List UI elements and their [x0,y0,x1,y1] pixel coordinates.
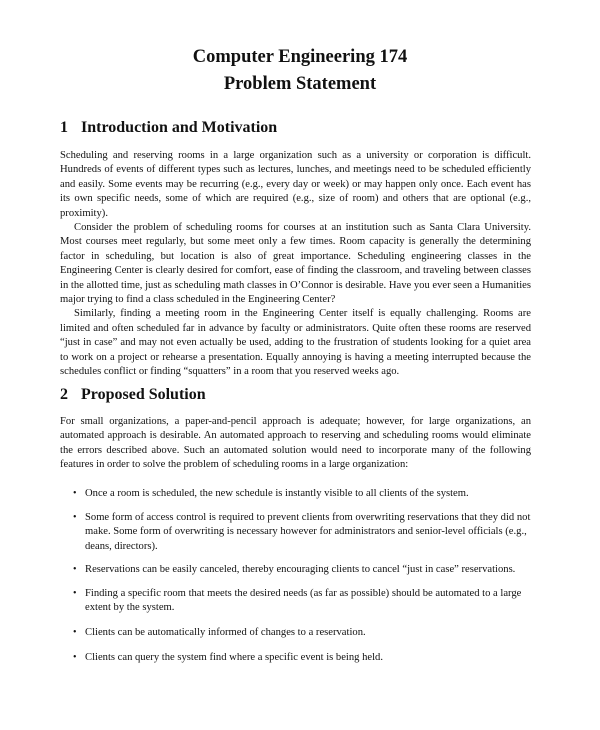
bullet-icon: • [73,652,77,663]
section-body-introduction [60,149,531,380]
section-heading-introduction [60,118,277,138]
bullet-icon: • [73,564,77,575]
list-item [60,511,531,554]
list-item-text: Clients can be automatically informed of changes to a reservation. [85,627,366,638]
section-title: Proposed Solution [81,386,206,403]
section-heading-proposed-solution [60,385,206,405]
section-title: Introduction and Motivation [81,119,278,136]
list-item [60,626,531,640]
list-item-text: Once a room is scheduled, the new schedule is instantly visible to all clients of the system. [85,488,469,499]
title-line-subtitle: Problem Statement [223,74,377,94]
section-number: 2 [60,386,68,403]
list-item-text: Some form of access control is required to prevent clients from overwriting reservations that they did not make. Some form of overwriting is necessary however for administrators and senior-level officials (e.g., deans, directors). [85,512,531,552]
title-line-course: Computer Engineering 174 [192,47,408,67]
paragraph: Similarly, finding a meeting room in the Engineering Center itself is equally challenging. Rooms are limited and often scheduled far in advance by faculty or administrators. Quite often these rooms are reserved “just in case” and may not even actually be used, adding to the frustration of students looking for a quiet area to work on a project or rehearse a presentation. Equally annoying is having a meeting interrupted because the schedules conflict or finding “squatters” in a room that you reserved weeks ago. [60,308,531,378]
section-number: 1 [60,119,68,136]
bullet-icon: • [73,588,77,599]
list-item-text: Reservations can be easily canceled, thereby encouraging clients to cancel “just in case” reservations. [85,564,516,575]
list-item-text: Finding a specific room that meets the desired needs (as far as possible) should be automated to a large extent by the system. [85,588,522,614]
list-item [60,587,531,616]
list-item-text: Clients can query the system find where a specific event is being held. [85,652,384,663]
list-item [60,563,531,577]
bullet-icon: • [73,512,77,523]
paragraph: For small organizations, a paper-and-pencil approach is adequate; however, for large organizations, an automated approach is desirable. An automated approach to reserving and scheduling rooms would eliminate the errors described above. Such an automated solution would need to incorporate many of the following features in order to solve the problem of scheduling rooms in a large organization: [60,416,531,471]
list-item [60,651,531,665]
bullet-icon: • [73,627,77,638]
bullet-icon: • [73,488,77,499]
paragraph: Consider the problem of scheduling rooms for courses at an institution such as Santa Clara University. Most courses meet regularly, but some meet only a few times. Room capacity is generally the determining factor in scheduling, but location is also of great importance. Scheduling engineering classes in the Engineering Center is clearly desired for comfort, ease of finding the classroom, and traveling between classes in the allotted time, just as scheduling math classes in O’Connor is desirable. Have you ever seen a Humanities major trying to find a class scheduled in the Engineering Center? [60,222,531,306]
section-body-proposed-solution [60,415,531,473]
list-item [60,487,531,501]
document-title [0,44,600,98]
paragraph: Scheduling and reserving rooms in a large organization such as a university or corporation is difficult. Hundreds of events of different types such as lectures, lunches, and meetings need to be scheduled efficiently and easily. Some events may be recurring (e.g., every day or week) or may happen only once. Each event has its own specific needs, some of which are required (e.g., size of room) and others that are optional (e.g., proximity). [60,150,531,219]
